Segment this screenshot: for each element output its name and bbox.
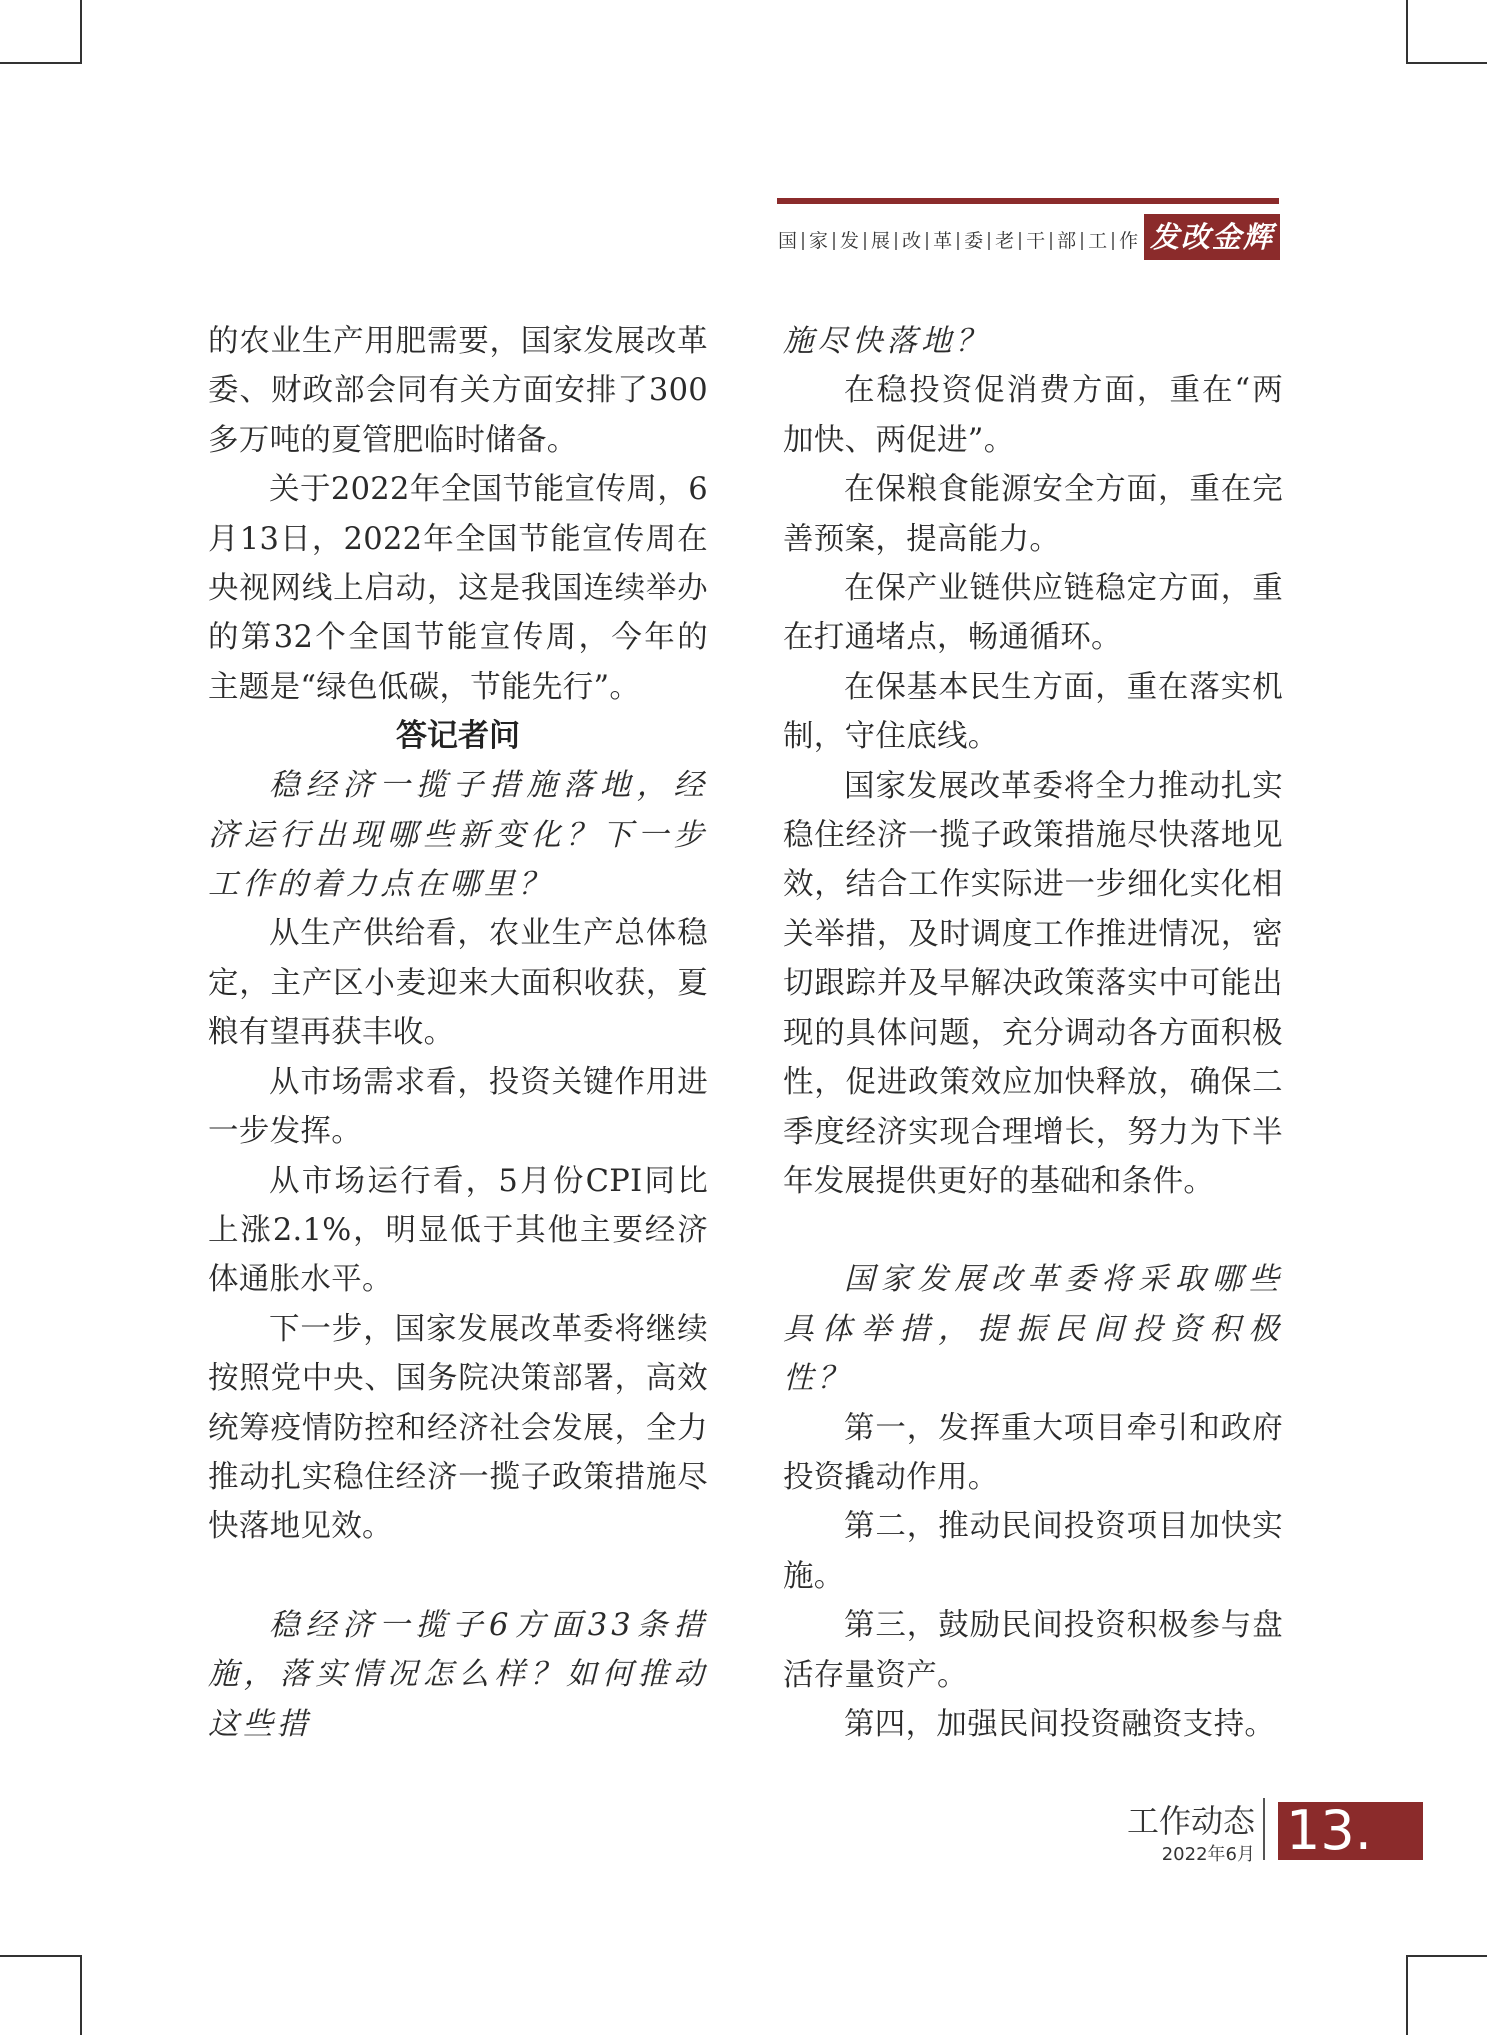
header-org-char: 部 <box>1057 230 1077 252</box>
page-number: 13. <box>1278 1802 1423 1860</box>
crop-mark <box>1406 1955 1408 2035</box>
body-paragraph: 在稳投资促消费方面，重在“两加快、两促进”。 <box>783 373 1283 458</box>
header-org-char: 家 <box>809 230 829 252</box>
crop-mark <box>1406 1955 1487 1957</box>
header-org-char: 干 <box>1026 230 1046 252</box>
magazine-brand: 发改金辉 <box>1144 214 1280 260</box>
body-paragraph: 从市场需求看，投资关键作用进一步发挥。 <box>208 1064 708 1150</box>
crop-mark <box>1406 62 1487 64</box>
header-separator <box>957 232 959 250</box>
header-org-char: 改 <box>902 230 922 252</box>
header-separator <box>1019 232 1021 250</box>
footer-section-title: 工作动态 <box>1126 1802 1255 1840</box>
body-paragraph: 第四，加强民间投资融资支持。 <box>844 1706 1276 1742</box>
paragraph-gap <box>208 1552 708 1601</box>
body-paragraph: 关于2022年全国节能宣传周，6月13日，2022年全国节能宣传周在央视网线上启动，这是我国连续举办的第32个全国节能宣传周，今年的主题是“绿色低碳，节能先行”。 <box>208 472 708 705</box>
body-paragraph: 第二，推动民间投资项目加快实施。 <box>783 1509 1283 1594</box>
header-separator <box>1081 232 1083 250</box>
crop-mark <box>1406 0 1408 64</box>
paragraph-gap <box>783 1206 1283 1255</box>
header-separator <box>833 232 835 250</box>
question-paragraph: 施尽快落地？ <box>783 324 990 359</box>
body-paragraph: 从市场运行看，5月份CPI同比上涨2.1%，明显低于其他主要经济体通胀水平。 <box>208 1163 708 1298</box>
header-org-char: 展 <box>871 230 891 252</box>
body-paragraph: 第三，鼓励民间投资积极参与盘活存量资产。 <box>783 1608 1283 1693</box>
crop-mark <box>0 62 82 64</box>
header-org-char: 作 <box>1119 230 1139 252</box>
header-org-char: 国 <box>778 230 798 252</box>
header-separator <box>1050 232 1052 250</box>
header-separator <box>864 232 866 250</box>
body-paragraph: 国家发展改革委将全力推动扎实稳住经济一揽子政策措施尽快落地见效，结合工作实际进一步细化实化相关举措，及时调度工作推进情况，密切跟踪并及早解决政策落实中可能出现的具体问题，充分调动各方面积极性，促进政策效应加快释放，确保二季度经济实现合理增长，努力为下半年发展提供更好的基础和条件。 <box>783 768 1283 1199</box>
question-paragraph: 国家发展改革委将采取哪些具体举措，提振民间投资积极性？ <box>783 1262 1283 1397</box>
header-organization <box>778 226 1138 256</box>
header-separator <box>895 232 897 250</box>
footer-divider <box>1263 1798 1265 1860</box>
header-org-char: 革 <box>933 230 953 252</box>
section-title: 答记者问 <box>396 718 520 755</box>
header-rule <box>777 198 1279 204</box>
header-separator <box>988 232 990 250</box>
footer-date: 2022年6月 <box>1161 1844 1255 1865</box>
header-separator <box>802 232 804 250</box>
body-paragraph: 的农业生产用肥需要，国家发展改革委、财政部会同有关方面安排了300多万吨的夏管肥临时储备。 <box>208 324 708 458</box>
header-separator <box>926 232 928 250</box>
body-paragraph: 在保粮食能源安全方面，重在完善预案，提高能力。 <box>783 472 1283 557</box>
header-org-char: 发 <box>840 230 860 252</box>
header-org-char: 工 <box>1088 230 1108 252</box>
left-column <box>208 317 708 1749</box>
body-paragraph: 在保产业链供应链稳定方面，重在打通堵点，畅通循环。 <box>783 571 1283 656</box>
crop-mark <box>80 0 82 64</box>
body-paragraph: 下一步，国家发展改革委将继续按照党中央、国务院决策部署，高效统筹疫情防控和经济社会发展，全力推动扎实稳住经济一揽子政策措施尽快落地见效。 <box>208 1311 708 1545</box>
header-org-char: 委 <box>964 230 984 252</box>
question-paragraph: 稳经济一揽子措施落地，经济运行出现哪些新变化？下一步工作的着力点在哪里？ <box>208 768 708 903</box>
body-paragraph: 在保基本民生方面，重在落实机制，守住底线。 <box>783 669 1283 755</box>
crop-mark <box>0 1955 82 1957</box>
crop-mark <box>80 1955 82 2035</box>
header-separator <box>1112 232 1114 250</box>
header-org-char: 老 <box>995 230 1015 252</box>
question-paragraph: 稳经济一揽子6方面33条措施，落实情况怎么样？如何推动这些措 <box>208 1607 708 1742</box>
body-paragraph: 第一，发挥重大项目牵引和政府投资撬动作用。 <box>783 1410 1283 1495</box>
body-paragraph: 从生产供给看，农业生产总体稳定，主产区小麦迎来大面积收获，夏粮有望再获丰收。 <box>208 916 708 1051</box>
right-column <box>783 317 1283 1749</box>
